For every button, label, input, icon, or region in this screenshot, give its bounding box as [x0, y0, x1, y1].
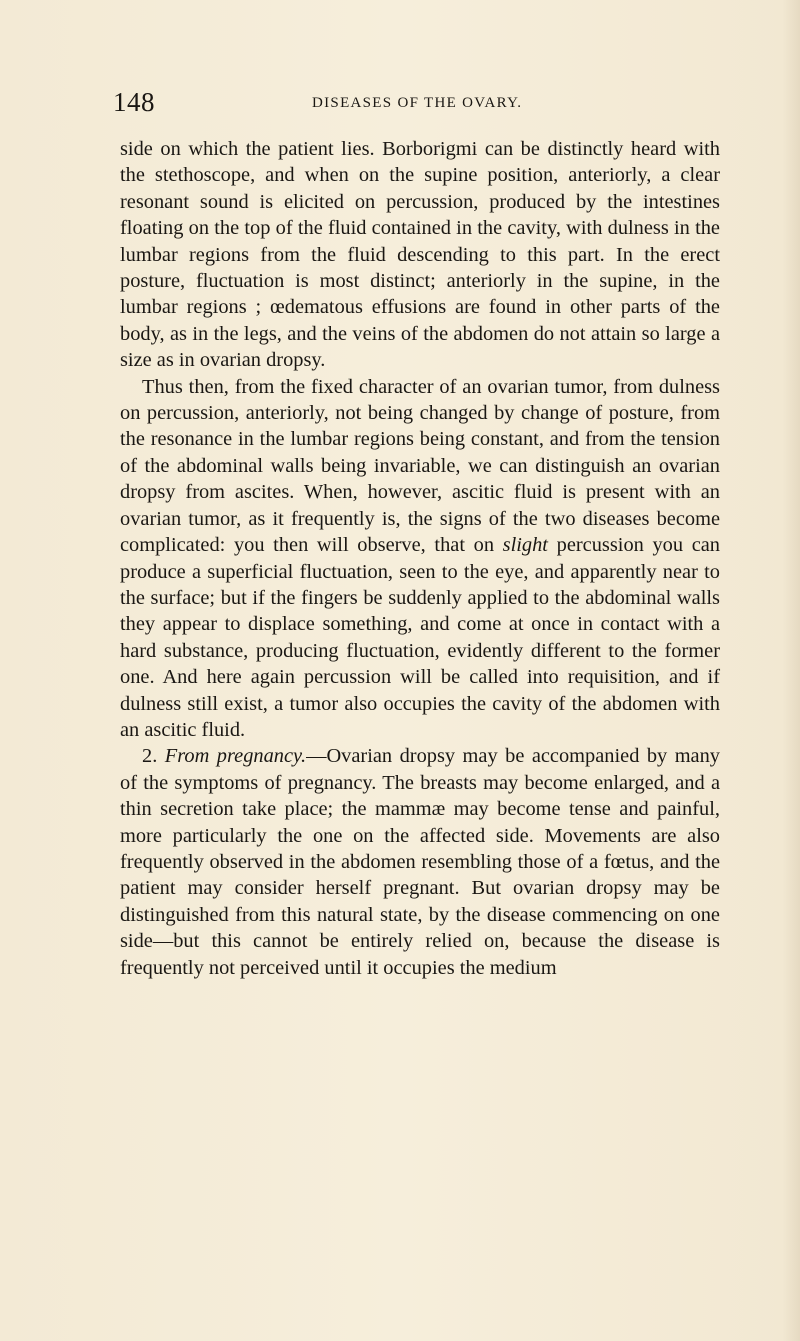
paragraph-2-text-a: Thus then, from the fixed character of an ovarian tumor, from dulness on percussion, anteriorly, not being changed by change of posture, from the resonance in the lumbar regions being constant, and from the tension of the abdominal walls being invariable, we can distinguish an ovarian dropsy from ascites. When, however, ascitic fluid is present with an ovarian tumor, as it frequently is, the signs of the two diseases become complicated: you then will observe, that on — [120, 375, 720, 557]
emphasis-slight: slight — [502, 534, 548, 557]
page-edge-shadow — [782, 0, 800, 1341]
paragraph-2-text-b: percussion you can produce a superficial fluctuation, seen to the eye, and apparently near to the surface; but if the fingers be suddenly applied to the abdominal walls they appear to displace something, and come at once in contact with a hard substance, producing fluctuation, evidently different to the former one. And here again percussion will be called into requisition, and if dulness still exist, a tumor also occupies the cavity of the abdomen with an ascitic fluid. — [120, 534, 720, 741]
paragraph-3-text: —Ovarian dropsy may be accompanied by many of the symptoms of pregnancy. The breasts may become enlarged, and a thin secretion take place; the mammæ may become tense and painful, more particularly the one on the affected side. Movements are also frequently observed in the abdomen resembling those of a fœtus, and the patient may consider herself pregnant. But ovarian dropsy may be distinguished from this natural state, by the disease commencing on one side—but this cannot be entirely relied on, because the disease is frequently not perceived until it occupies the medium — [120, 745, 721, 979]
paragraph-2 — [120, 374, 720, 744]
paragraph-1: side on which the patient lies. Borborigmi can be distinctly heard with the stethoscope, and when on the supine position, anteriorly, a clear resonant sound is elicited on percussion, produced by the intestines floating on the top of the fluid contained in the cavity, with dulness in the lumbar regions from the fluid descending to this part. In the erect posture, fluctuation is most distinct; anteriorly in the supine, in the lumbar regions ; œdematous effusions are found in other parts of the body, as in the legs, and the veins of the abdomen do not attain so large a size as in ovarian dropsy. — [120, 138, 720, 372]
paragraph-3 — [120, 743, 720, 981]
page-number: 148 — [113, 87, 155, 117]
section-heading: From pregnancy. — [164, 745, 307, 768]
page-header — [113, 85, 718, 119]
running-title: DISEASES OF THE OVARY. — [312, 95, 523, 111]
body-text — [120, 136, 720, 981]
section-number: 2. — [142, 745, 165, 768]
